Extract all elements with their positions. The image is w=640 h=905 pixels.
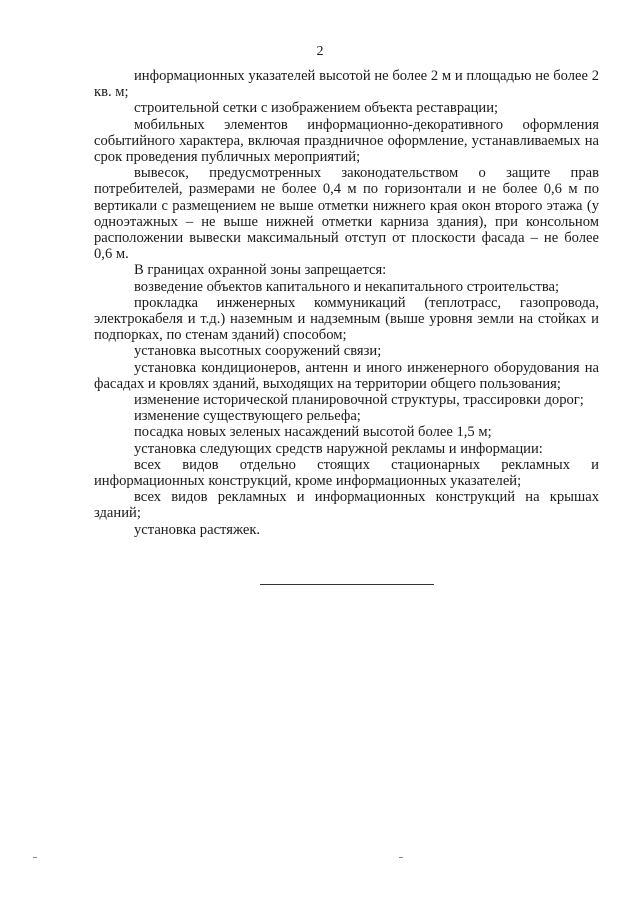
paragraph-advertising: установка следующих средств наружной рекламы и информации: (134, 440, 543, 457)
paragraph-relief: изменение существующего рельефа; (134, 408, 361, 425)
paragraph-mobile-decor: мобильных элементов информационно-декоративного оформления событийного характера, включая праздничное оформление, устанавливаемых на срок проведения публичных мероприятий; (94, 116, 599, 166)
paragraph-construction-ban: возведение объектов капитального и некапитального строительства; (134, 278, 560, 295)
paragraph-info-signs: информационных указателей высотой не более 2 м и площадью не более 2 кв. м; (94, 68, 599, 101)
paragraph-shop-signs: вывесок, предусмотренных законодательством о защите прав потребителей, размерами не более 0,4 м по горизонтали и не более 0,6 м по вертикали с размещением не выше отметки нижнего края окон второго этажа (у одноэтажных – не выше нижней отметки карниза здания), при консольном расположении вывески максимальный отступ от плоскости фасада – не более 0,6 м. (94, 165, 599, 263)
paragraph-comm-towers: установка высотных сооружений связи; (134, 343, 382, 360)
paragraph-equipment: установка кондиционеров, антенн и иного инженерного оборудования на фасадах и кровлях зданий, выходящих на территории общего пользования; (94, 359, 599, 392)
paragraph-construction-mesh: строительной сетки с изображением объекта реставрации; (134, 100, 499, 117)
paragraph-banners: установка растяжек. (134, 521, 261, 538)
paragraph-rooftop-structures: всех видов рекламных и информационных конструкций на крышах зданий; (94, 489, 599, 522)
scan-mark-right (399, 857, 403, 858)
scan-mark-left (33, 857, 37, 858)
paragraph-protection-zone-heading: В границах охранной зоны запрещается: (134, 262, 387, 279)
page-number: 2 (316, 44, 324, 59)
document-body (94, 68, 599, 538)
paragraph-plantings: посадка новых зеленых насаждений высотой более 1,5 м; (134, 424, 492, 441)
end-divider-line (260, 584, 434, 585)
paragraph-utilities: прокладка инженерных коммуникаций (теплотрасс, газопровода, электрокабеля и т.д.) наземным и надземным (выше уровня земли на стойках и подпорках, по стенам зданий) способом; (94, 294, 599, 344)
paragraph-street-layout: изменение исторической планировочной структуры, трассировки дорог; (134, 392, 584, 409)
paragraph-standalone-structures: всех видов отдельно стоящих стационарных рекламных и информационных конструкций, кроме информационных указателей; (94, 456, 599, 490)
